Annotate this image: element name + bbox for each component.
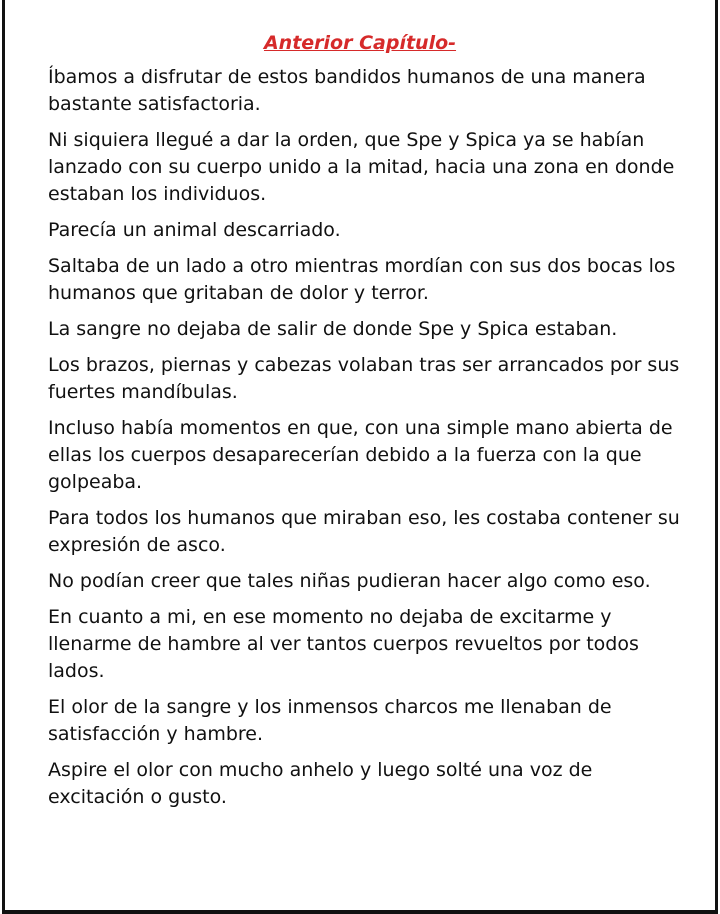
paragraph: Para todos los humanos que miraban eso, les costaba contener su expresión de asco.: [48, 507, 680, 556]
paragraph: Saltaba de un lado a otro mientras mordían con sus dos bocas los humanos que gritaban de dolor y terror.: [48, 255, 676, 304]
paragraph: Íbamos a disfrutar de estos bandidos humanos de una manera bastante satisfactoria.: [48, 66, 646, 115]
paragraph: No podían creer que tales niñas pudieran hacer algo como eso.: [48, 570, 651, 592]
paragraph: Incluso había momentos en que, con una simple mano abierta de ellas los cuerpos desaparecerían debido a la fuerza con la que golpeaba.: [48, 417, 673, 493]
paragraph: Parecía un animal descarriado.: [48, 219, 341, 241]
paragraph: El olor de la sangre y los inmensos charcos me llenaban de satisfacción y hambre.: [48, 696, 612, 745]
chapter-body: [48, 64, 688, 820]
paragraph: Aspire el olor con mucho anhelo y luego solté una voz de excitación o gusto.: [48, 759, 593, 808]
paragraph: La sangre no dejaba de salir de donde Spe y Spica estaban.: [48, 318, 618, 340]
document-page: [2, 0, 718, 914]
paragraph: Los brazos, piernas y cabezas volaban tras ser arrancados por sus fuertes mandíbulas.: [48, 354, 680, 403]
chapter-title: Anterior Capítulo-: [263, 32, 457, 54]
paragraph: Ni siquiera llegué a dar la orden, que Spe y Spica ya se habían lanzado con su cuerpo unido a la mitad, hacia una zona en donde estaban los individuos.: [48, 129, 675, 205]
paragraph: En cuanto a mi, en ese momento no dejaba de excitarme y llenarme de hambre al ver tantos cuerpos revueltos por todos lados.: [48, 606, 639, 682]
